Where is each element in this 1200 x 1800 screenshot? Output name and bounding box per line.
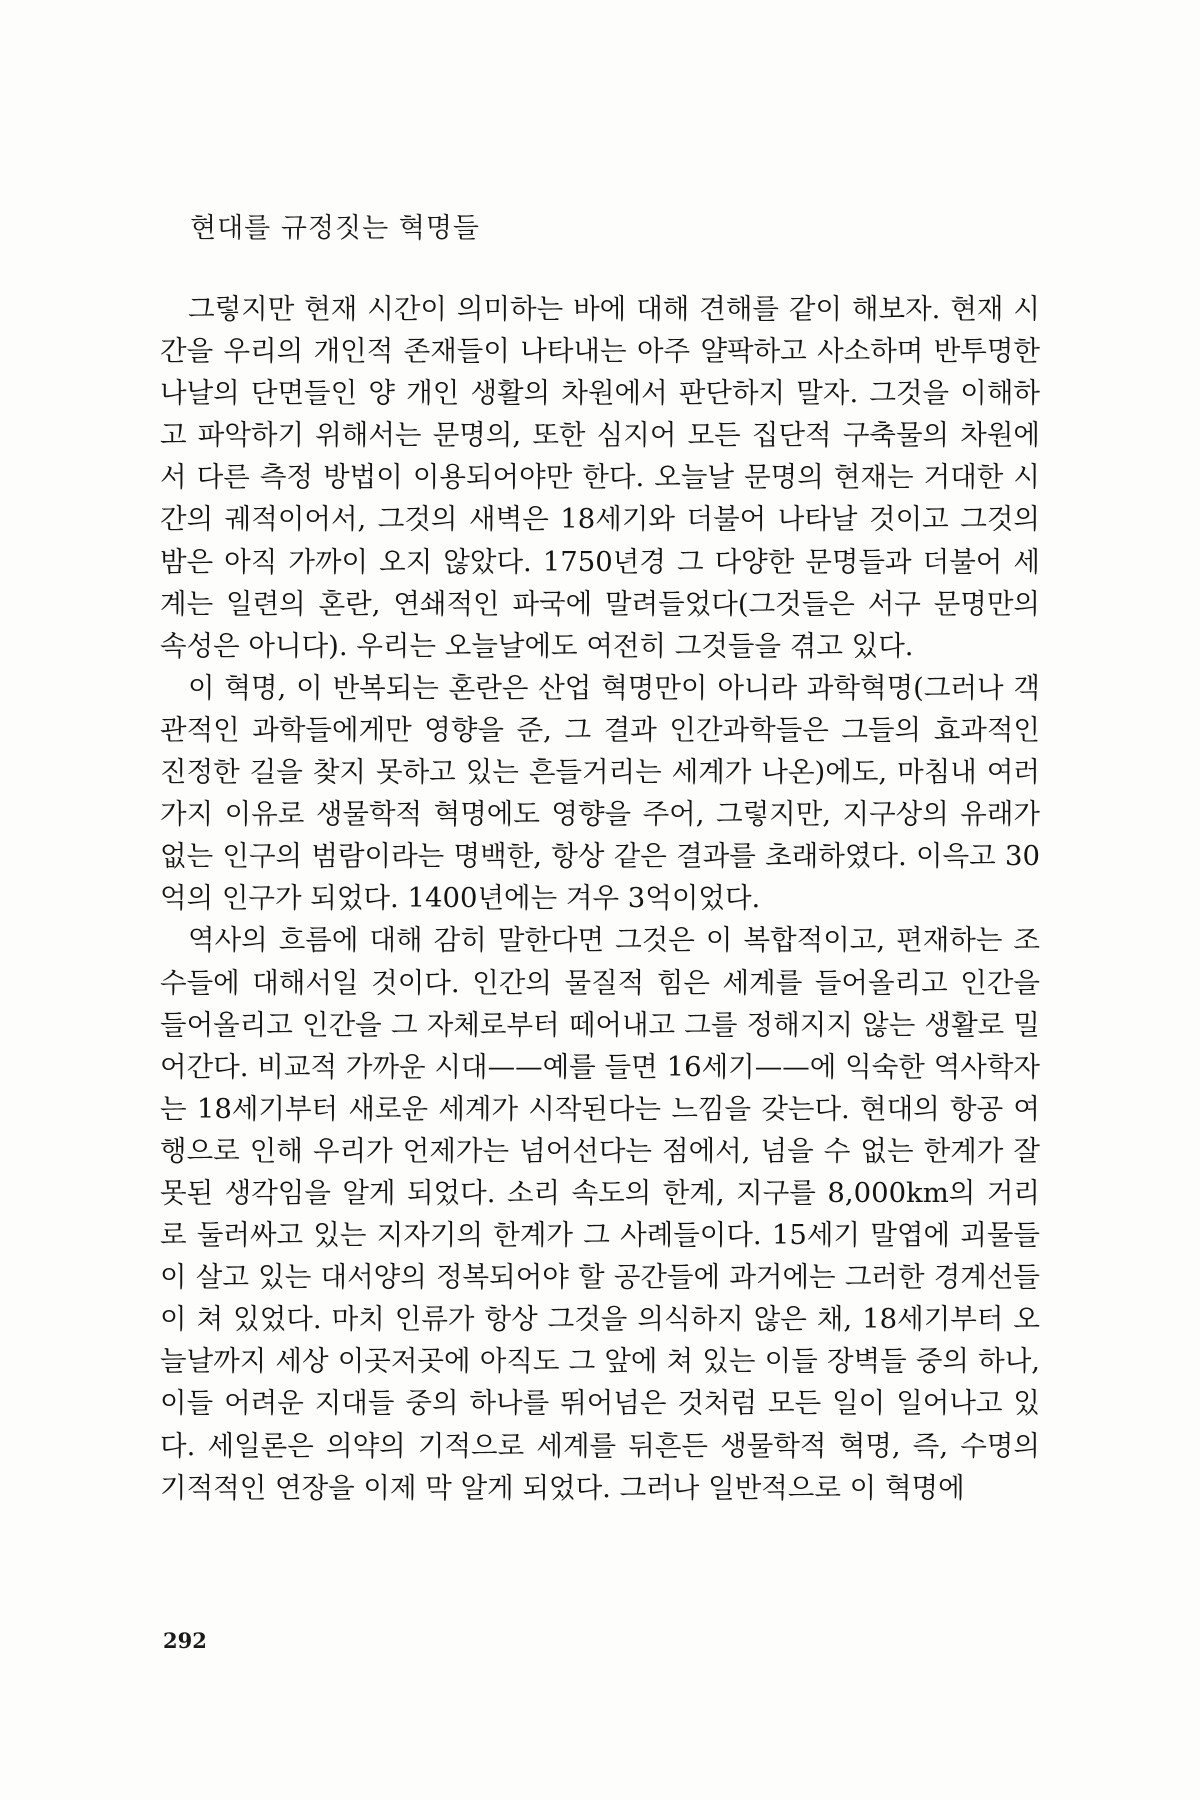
- paragraph-3: 역사의 흐름에 대해 감히 말한다면 그것은 이 복합적이고, 편재하는 조수들에 대해서일 것이다. 인간의 물질적 힘은 세계를 들어올리고 인간을 들어올리고 인간을 그 자체로부터 떼어내고 그를 정해지지 않는 생활로 밀어간다. 비교적 가까운 시대——예를 들면 16세기——에 익숙한 역사학자는 18세기부터 새로운 세계가 시작된다는 느낌을 갖는다. 현대의 항공 여행으로 인해 우리가 언제가는 넘어선다는 점에서, 넘을 수 없는 한계가 잘못된 생각임을 알게 되었다. 소리 속도의 한계, 지구를 8,000km의 거리로 둘러싸고 있는 지자기의 한계가 그 사례들이다. 15세기 말엽에 괴물들이 살고 있는 대서양의 정복되어야 할 공간들에 과거에는 그러한 경계선들이 쳐 있었다. 마치 인류가 항상 그것을 의식하지 않은 채, 18세기부터 오늘날까지 세상 이곳저곳에 아직도 그 앞에 쳐 있는 이들 장벽들 중의 하나, 이들 어려운 지대들 중의 하나를 뛰어넘은 것처럼 모든 일이 일어나고 있다. 세일론은 의약의 기적으로 세계를 뒤흔든 생물학적 혁명, 즉, 수명의 기적적인 연장을 이제 막 알게 되었다. 그러나 일반적으로 이 혁명에: [160, 924, 1040, 1504]
- running-header: 현대를 규정짓는 혁명들: [190, 213, 480, 244]
- page-number: 292: [163, 1628, 207, 1653]
- body-text: [160, 288, 1040, 1509]
- paragraph-2: 이 혁명, 이 반복되는 혼란은 산업 혁명만이 아니라 과학혁명(그러나 객관적인 과학들에게만 영향을 준, 그 결과 인간과학들은 그들의 효과적인 진정한 길을 찾지 못하고 있는 흔들거리는 세계가 나온)에도, 마침내 여러가지 이유로 생물학적 혁명에도 영향을 주어, 그렇지만, 지구상의 유래가 없는 인구의 범람이라는 명백한, 항상 같은 결과를 초래하였다. 이윽고 30억의 인구가 되었다. 1400년에는 겨우 3억이었다.: [160, 671, 1040, 915]
- paragraph-1: 그렇지만 현재 시간이 의미하는 바에 대해 견해를 같이 해보자. 현재 시간을 우리의 개인적 존재들이 나타내는 아주 얄팍하고 사소하며 반투명한 나날의 단면들인 양 개인 생활의 차원에서 판단하지 말자. 그것을 이해하고 파악하기 위해서는 문명의, 또한 심지어 모든 집단적 구축물의 차원에서 다른 측정 방법이 이용되어야만 한다. 오늘날 문명의 현재는 거대한 시간의 궤적이어서, 그것의 새벽은 18세기와 더불어 나타날 것이고 그것의 밤은 아직 가까이 오지 않았다. 1750년경 그 다양한 문명들과 더불어 세계는 일련의 혼란, 연쇄적인 파국에 말려들었다(그것들은 서구 문명만의 속성은 아니다). 우리는 오늘날에도 여전히 그것들을 겪고 있다.: [160, 293, 1040, 662]
